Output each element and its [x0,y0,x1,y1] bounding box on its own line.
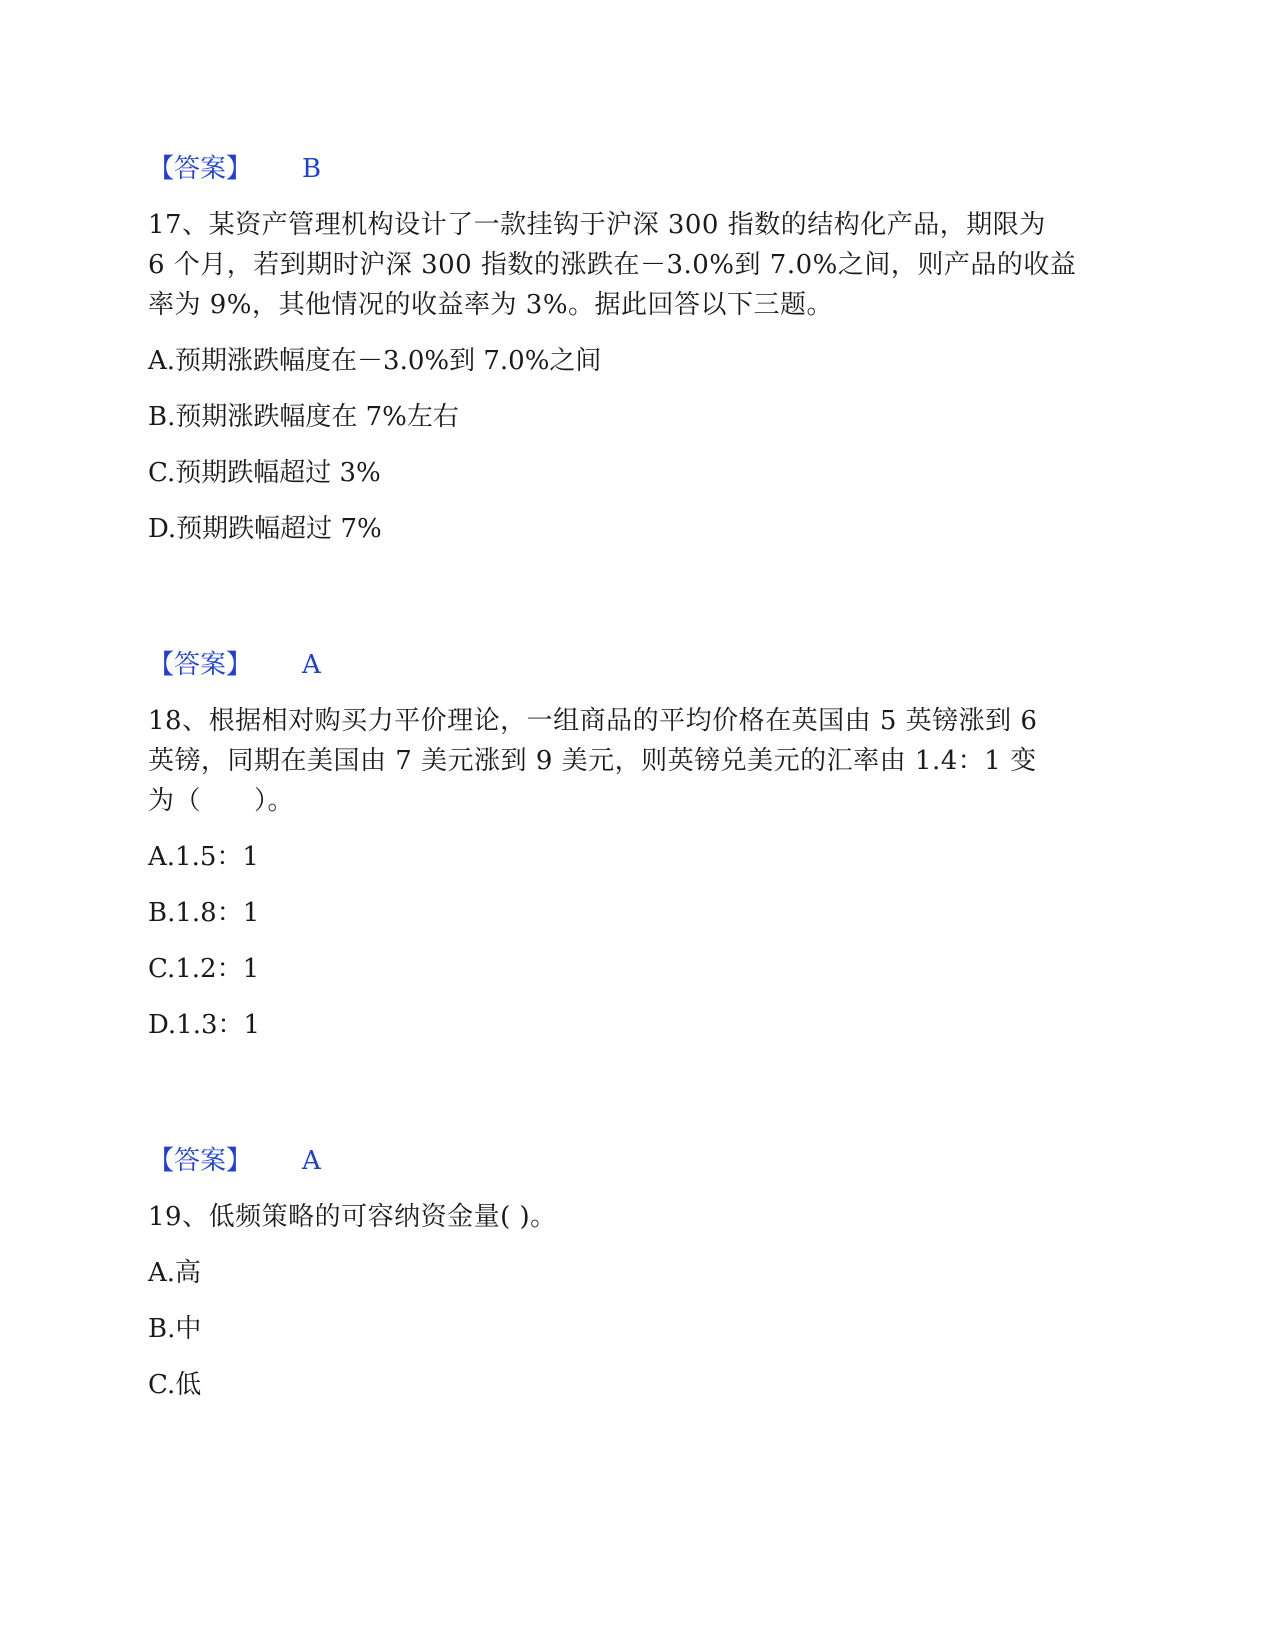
question-18-text [148,701,1128,821]
option-c: C.预期跌幅超过 3% [148,458,381,488]
question-line: 18、根据相对购买力平价理论，一组商品的平均价格在英国由 5 英镑涨到 6 [148,706,1038,736]
question-line: 17、某资产管理机构设计了一款挂钩于沪深 300 指数的结构化产品，期限为 [148,210,1046,240]
question-line: 6 个月，若到期时沪深 300 指数的涨跌在－3.0%到 7.0%之间，则产品的收益 [148,250,1077,280]
option-b: B.预期涨跌幅度在 7%左右 [148,402,459,432]
answer-label: 【答案】 [148,154,253,184]
question-line: 英镑，同期在美国由 7 美元涨到 9 美元，则英镑兑美元的汇率由 1.4：1 变 [148,746,1037,776]
question-17-text [148,205,1128,325]
answer-row [148,1141,1128,1181]
question-19-text [148,1197,1128,1237]
answer-row [148,645,1128,685]
answer-label: 【答案】 [148,1146,253,1176]
answer-value: A [302,650,321,680]
option-a: A.1.5：1 [148,842,259,872]
question-17-block [148,149,1128,549]
option-c: C.低 [148,1370,202,1400]
answer-row [148,149,1128,189]
option-b: B.1.8：1 [148,898,260,928]
question-line: 率为 9%，其他情况的收益率为 3%。据此回答以下三题。 [148,290,834,320]
option-a: A.高 [148,1258,202,1288]
answer-value: A [302,1146,321,1176]
question-line: 19、低频策略的可容纳资金量( )。 [148,1202,557,1232]
option-d: D.1.3：1 [148,1010,261,1040]
option-c: C.1.2：1 [148,954,260,984]
question-19-block [148,1146,1128,1405]
option-a: A.预期涨跌幅度在－3.0%到 7.0%之间 [148,346,602,376]
option-d: D.预期跌幅超过 7% [148,514,382,544]
answer-value: B [302,154,322,184]
option-b: B.中 [148,1314,202,1344]
question-18-block [148,650,1128,1045]
answer-label: 【答案】 [148,650,253,680]
question-line: 为（ ）。 [148,786,295,816]
